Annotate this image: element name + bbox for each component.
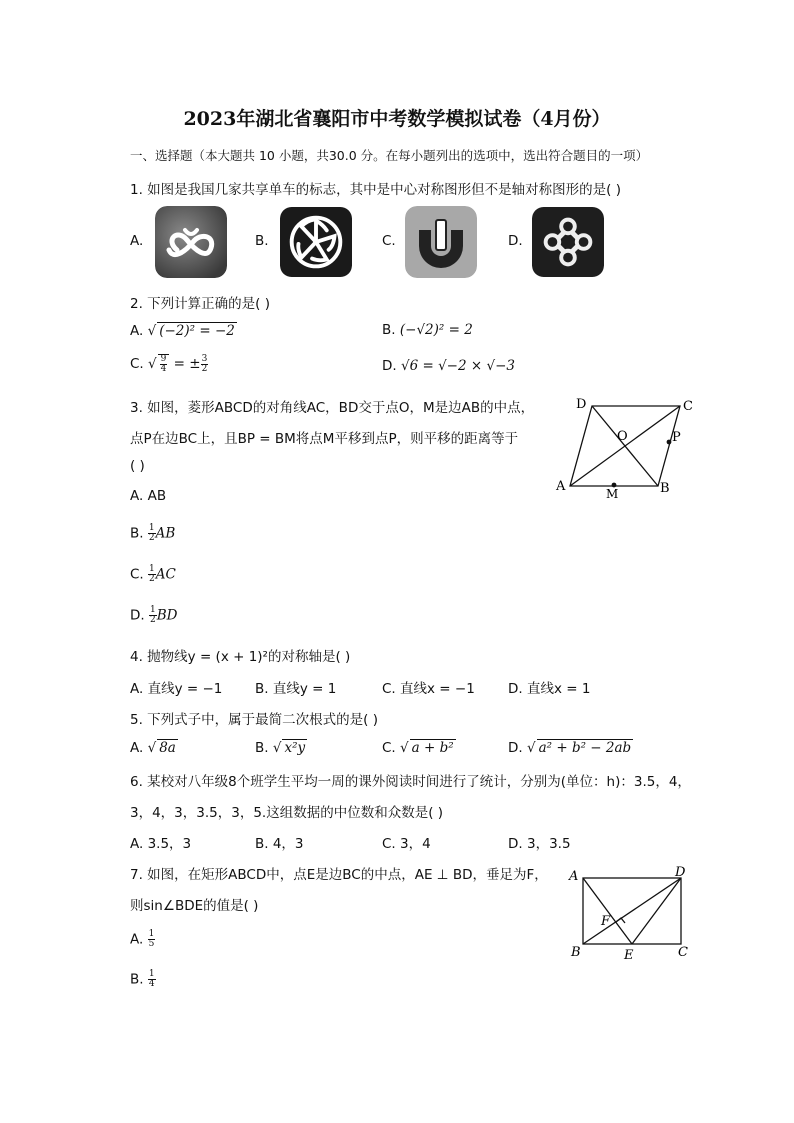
q5-option-d-expr: a² + b² − 2ab <box>538 740 632 756</box>
rectangle-figure <box>563 863 703 967</box>
q3-option-a: A. AB <box>130 488 167 504</box>
frac-num: 9 <box>160 354 167 364</box>
q2-stem: 2. 下列计算正确的是( ) <box>130 296 270 312</box>
label-c: C <box>683 399 693 414</box>
q6-stem-line1: 6. 某校对八年级8个班学生平均一周的课外阅读时间进行了统计，分别为(单位：h)：3.5，4， <box>130 774 691 790</box>
fifth-fraction <box>148 930 156 949</box>
frac-num: 1 <box>149 564 155 574</box>
q5-option-a-expr: 8a <box>159 740 176 756</box>
label-a: A <box>569 869 579 884</box>
label-d: D <box>675 865 686 880</box>
frac-num: 1 <box>149 605 156 615</box>
q1-logo-c <box>405 206 477 282</box>
q3-option-b-expr: AB <box>155 525 176 542</box>
bike-logo-d-icon <box>532 206 604 278</box>
q5-stem: 5. 下列式子中，属于最简二次根式的是( ) <box>130 712 378 728</box>
sqrt-icon: √ <box>147 323 157 339</box>
frac-num: 3 <box>201 353 208 364</box>
q2-option-c <box>130 354 208 374</box>
q7-option-a-label: A. <box>130 931 144 948</box>
q6-stem-line2: 3，4，3，3.5，3，5.这组数据的中位数和众数是( ) <box>130 805 444 821</box>
q5-option-c-label: C. <box>382 740 396 756</box>
q5-option-d <box>508 739 633 756</box>
q2-option-d-label: D. <box>382 358 397 374</box>
label-m: M <box>606 487 619 500</box>
q1-logo-d <box>532 206 604 282</box>
label-f: F <box>601 914 611 929</box>
sqrt-icon: √ <box>147 740 157 756</box>
q3-option-d-label: D. <box>130 607 145 624</box>
rhombus-figure <box>552 394 702 504</box>
frac-num: 1 <box>148 523 155 533</box>
q5-option-c-expr: a + b² <box>411 740 454 756</box>
q3-stem-line2: 点P在边BC上，且BP = BM将点M平移到点P，则平移的距离等于 <box>130 431 519 447</box>
q1-option-a-label: A. <box>130 233 144 249</box>
q3-option-d-expr: BD <box>156 607 178 624</box>
sqrt-icon: √ <box>148 356 157 372</box>
q3-stem-line3: ( ) <box>130 458 145 474</box>
q6-option-b: B. 4，3 <box>255 836 304 852</box>
q2-option-a <box>130 322 237 339</box>
q5-option-c <box>382 739 456 756</box>
q3-option-d <box>130 606 177 625</box>
q3-option-b-label: B. <box>130 525 144 542</box>
q2-option-d <box>382 358 515 374</box>
q4-option-b: B. 直线y = 1 <box>255 681 337 697</box>
q2-option-c-label: C. <box>130 356 144 372</box>
q5-option-d-label: D. <box>508 740 523 756</box>
q5-option-b-label: B. <box>255 740 269 756</box>
q2-option-c-fraction <box>201 355 209 374</box>
q2-option-b-expr: (−√2)² = 2 <box>399 322 473 338</box>
q6-option-d: D. 3，3.5 <box>508 836 571 852</box>
q5-option-b <box>255 739 307 756</box>
q7-stem-line2: 则sin∠BDE的值是( ) <box>130 898 259 914</box>
q5-option-b-expr: x²y <box>284 740 306 756</box>
q5-option-a <box>130 739 178 756</box>
sqrt-icon: √ <box>272 740 282 756</box>
q3-stem-line1: 3. 如图，菱形ABCD的对角线AC，BD交于点O，M是边AB的中点， <box>130 400 535 416</box>
half-fraction <box>148 524 156 543</box>
label-e: E <box>624 948 634 963</box>
q2-option-a-expr: (−2)² = −2 <box>159 323 235 339</box>
sqrt-icon: √ <box>526 740 536 756</box>
quarter-fraction <box>148 970 156 989</box>
point-p-dot <box>667 440 672 445</box>
frac-den: 2 <box>148 533 155 543</box>
page-title: 2023年湖北省襄阳市中考数学模拟试卷（4月份） <box>183 108 611 130</box>
q1-option-c-label: C. <box>382 233 396 249</box>
q1-logo-a <box>155 206 227 282</box>
frac-den: 2 <box>201 363 208 374</box>
q4-option-c: C. 直线x = −1 <box>382 681 475 697</box>
label-a: A <box>556 479 566 494</box>
q7-option-a <box>130 930 155 949</box>
frac-num: 1 <box>148 929 155 939</box>
q5-option-a-label: A. <box>130 740 144 756</box>
label-b: B <box>571 945 581 960</box>
label-c: C <box>678 945 688 960</box>
q2-option-c-radicand <box>158 354 170 374</box>
q1-stem: 1. 如图是我国几家共享单车的标志，其中是中心对称图形但不是轴对称图形的是( ) <box>130 182 621 198</box>
bike-logo-c-icon <box>405 206 477 278</box>
q4-stem: 4. 抛物线y = (x + 1)²的对称轴是( ) <box>130 649 351 665</box>
q6-option-c: C. 3，4 <box>382 836 431 852</box>
q3-option-b <box>130 524 175 543</box>
section-heading: 一、选择题（本大题共 10 小题，共30.0 分。在每小题列出的选项中，选出符合题目的一项） <box>130 148 649 163</box>
q7-option-b-label: B. <box>130 971 144 988</box>
frac-den: 4 <box>160 364 167 374</box>
q7-stem-line1: 7. 如图，在矩形ABCD中，点E是边BC的中点，AE ⊥ BD，垂足为F， <box>130 867 548 883</box>
frac-den: 4 <box>148 979 155 989</box>
half-fraction <box>149 606 157 625</box>
half-fraction <box>148 565 156 584</box>
label-p: P <box>672 430 681 445</box>
sqrt-icon: √ <box>400 740 409 756</box>
q3-option-c <box>130 565 176 584</box>
q3-option-c-expr: AC <box>155 566 176 583</box>
frac-den: 5 <box>148 939 155 949</box>
q1-option-d-label: D. <box>508 233 523 249</box>
label-d: D <box>576 397 587 412</box>
q4-option-d: D. 直线x = 1 <box>508 681 591 697</box>
q3-option-c-label: C. <box>130 566 144 583</box>
bike-logo-b-icon <box>280 206 352 278</box>
q4-option-a: A. 直线y = −1 <box>130 681 223 697</box>
bike-logo-a-icon <box>155 206 227 278</box>
frac-den: 2 <box>149 574 155 584</box>
q1-logo-b <box>280 206 352 282</box>
label-o: O <box>617 429 628 444</box>
q7-option-b <box>130 970 156 989</box>
q2-option-b-label: B. <box>382 322 396 338</box>
frac-den: 2 <box>149 615 156 625</box>
q2-option-a-label: A. <box>130 323 144 339</box>
q6-option-a: A. 3.5，3 <box>130 836 192 852</box>
q2-option-b <box>382 322 473 338</box>
q2-option-c-pm: = ± <box>169 356 201 372</box>
q1-option-b-label: B. <box>255 233 269 249</box>
q2-option-d-expr: √6 = √−2 × √−3 <box>400 358 515 374</box>
label-b: B <box>660 481 670 496</box>
frac-num: 1 <box>148 969 155 979</box>
